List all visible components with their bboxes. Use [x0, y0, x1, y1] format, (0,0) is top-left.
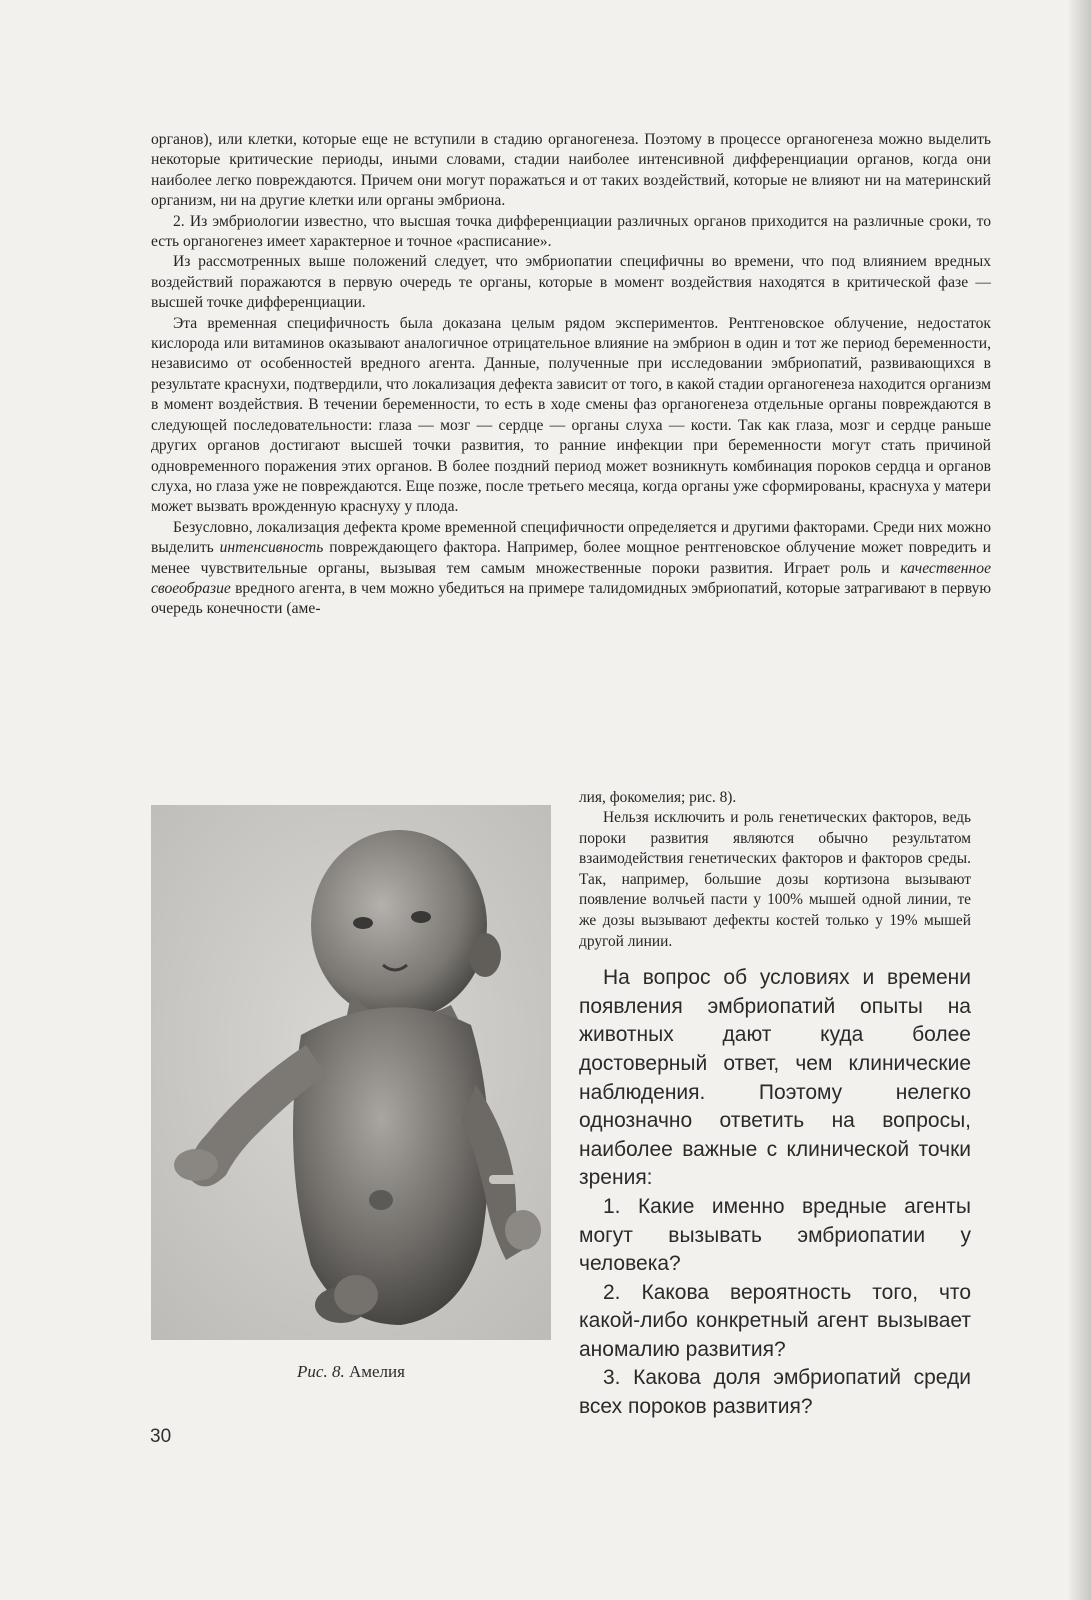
right-column — [579, 808, 971, 1422]
paragraph-5 — [151, 518, 991, 620]
page-number: 30 — [150, 1426, 172, 1447]
question-3: 3. Какова доля эмбриопатий среди всех пороков развития? — [579, 1366, 971, 1419]
emphasis-intensity: интенсивность — [219, 539, 324, 557]
paragraph-5-text-b: повреждающего фактора. Например, более мощное рентгеновское облучение может повредить и менее чувствительные органы, вызывая тем самым множественные пороки развития. Играет роль и — [151, 539, 991, 577]
paragraph-5-tail: лия, фокомелия; рис. 8). — [579, 789, 737, 806]
photo-infant-amelia — [151, 805, 551, 1340]
figure-caption — [151, 1362, 551, 1382]
paragraph-3: Из рассмотренных выше положений следует, что эмбриопатии специфичны во времени, что под влиянием вредных воздействий поражаются в первую очередь те органы, которые в момент воздействия находятся в критической фазе — высшей точке дифференциации. — [151, 253, 991, 312]
genetics-paragraph: Нельзя исключить и роль генетических факторов, ведь пороки развития являются обычно результатом взаимодействия генетических факторов и факторов среды. Так, например, большие дозы кортизона вызывают появление волчьей пасти у 100% мышей одной линии, те же дозы вызывают дефекты костей только у 19% мышей другой линии. — [579, 809, 971, 950]
paragraph-5-text-a: Безусловно, локализация дефекта кроме временной специфичности определяется и другими факторами. Среди них можно выделить — [151, 518, 991, 557]
figure-title: Амелия — [348, 1362, 405, 1381]
main-text — [151, 130, 991, 620]
paragraph-2: 2. Из эмбриологии известно, что высшая точка дифференциации различных органов приходится на различные сроки, то есть органогенез имеет характерное и точное «расписание». — [151, 212, 991, 251]
page-edge-shadow — [1069, 0, 1091, 1600]
figure-label: Рис. 8. — [297, 1362, 345, 1381]
figure-photo — [151, 805, 551, 1340]
paragraph-1: органов), или клетки, которые еще не вступили в стадию органогенеза. Поэтому в процессе органогенеза можно выделить некоторые критические периоды, иными словами, стадии наиболее интенсивной дифференциации органов, когда они наиболее легко повреждаются. Причем они могут поражаться и от таких воздействий, которые не влияют ни на материнский организм, ни на другие клетки или органы эмбриона. — [151, 131, 991, 210]
paragraph-4: Эта временная специфичность была доказана целым рядом экспериментов. Рентгеновское облучение, недостаток кислорода или витаминов оказывают аналогичное отрицательное влияние на эмбрион в один и тот же период беременности, независимо от особенностей вредного агента. Данные, полученные при исследовании эмбриопатий, развивающихся в результате краснухи, подтвердили, что локализация дефекта зависит от того, в какой стадии органогенеза находится организм в момент воздействия. В течении беременности, то есть в ходе смены фаз органогенеза отдельные органы повреждаются в следующей последовательности: глаза — мозг — сердце — органы слуха — кости. Так как глаза, мозг и сердце раньше других органов достигают высшей точки развития, то ранние инфекции при беременности могут стать причиной одновременного поражения этих органов. В более поздний период может возникнуть комбинация пороков сердца и органов слуха, но глаза уже не повреждаются. Еще позже, после третьего месяца, когда органы уже сформированы, краснуха у матери может вызвать врожденную краснуху у плода. — [151, 314, 991, 516]
question-intro: На вопрос об условиях и времени появления эмбриопатий опыты на животных дают куда более достоверный ответ, чем клинические наблюдения. Поэтому нелегко однозначно ответить на вопросы, наиболее важные с клинической точки зрения: — [579, 966, 971, 1190]
emphasis-quality: качественное своеобразие — [151, 559, 991, 597]
paragraph-5-text-c: вредного агента, в чем можно убедиться на примере талидомидных эмбриопатий, которые затрагивают в первую очередь конечности (аме- — [151, 579, 991, 618]
question-2: 2. Какова вероятность того, что какой-либо конкретный агент вызывает аномалию развития? — [579, 1280, 971, 1361]
figure-8 — [151, 805, 569, 1382]
question-1: 1. Какие именно вредные агенты могут вызывать эмбриопатии у человека? — [579, 1194, 971, 1276]
